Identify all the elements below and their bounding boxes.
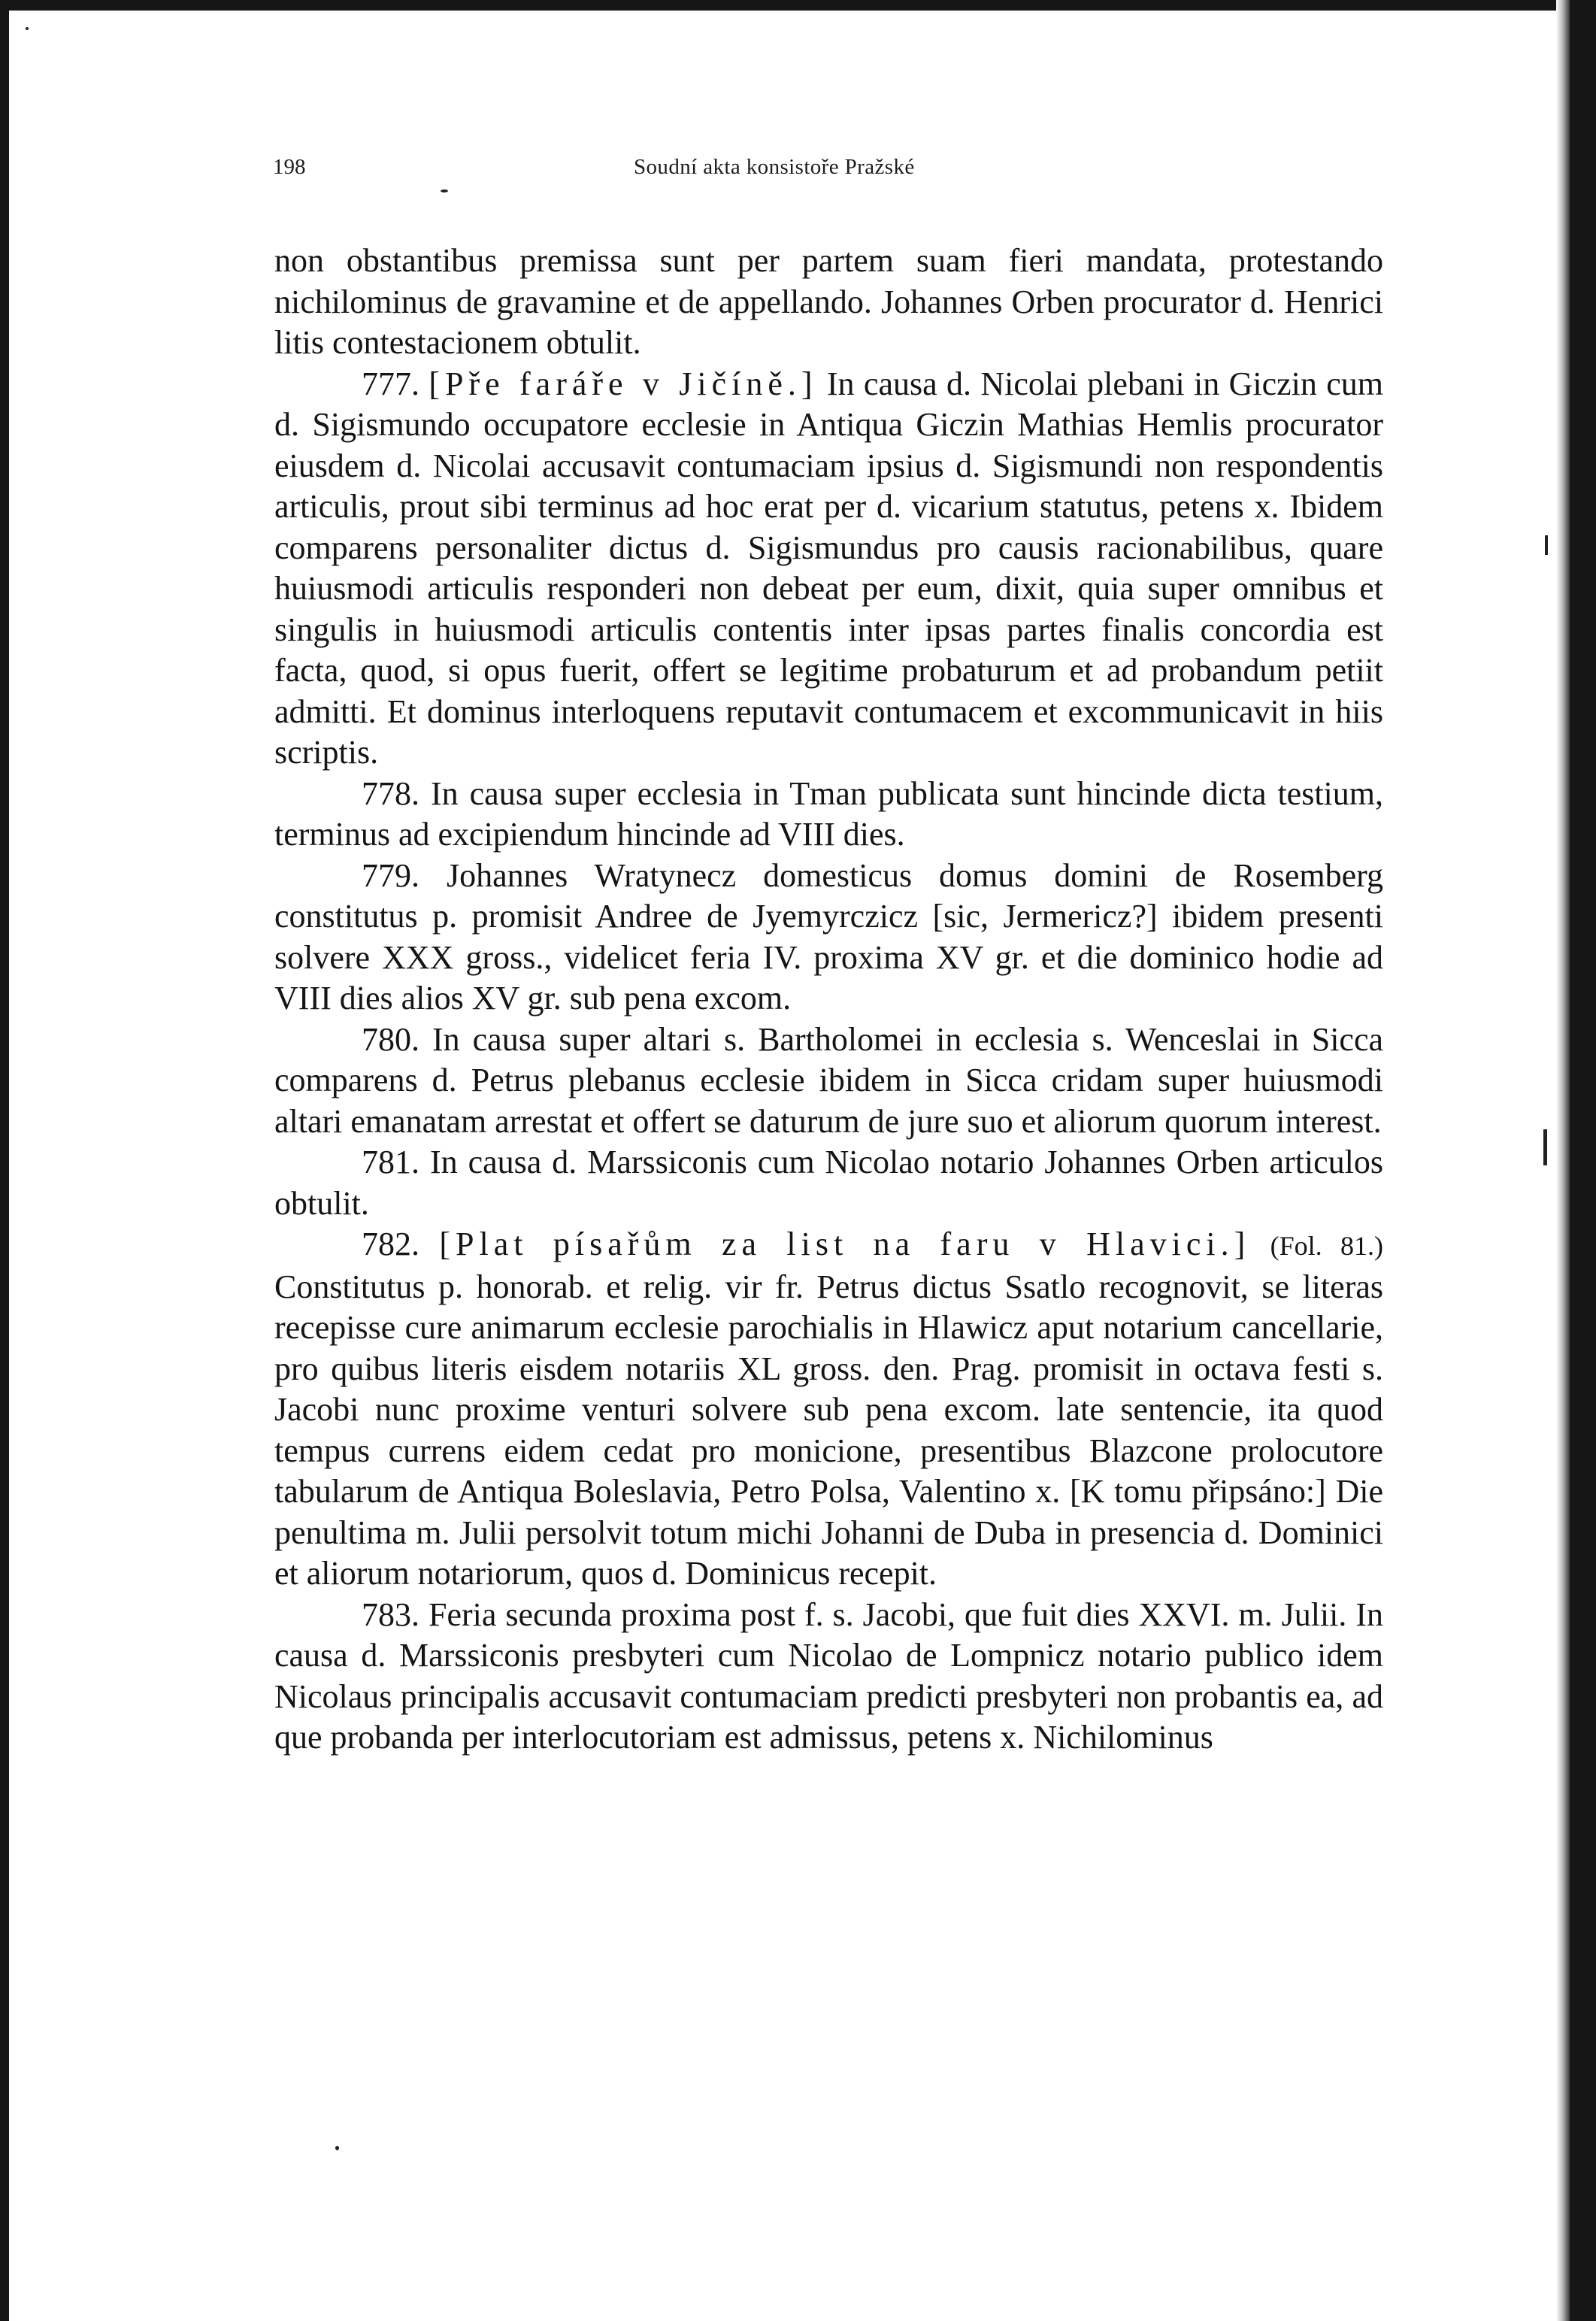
entry-heading: [Pře faráře v Jičíně.] (429, 365, 818, 402)
entry-777 (274, 364, 1383, 774)
folio-reference: (Fol. 81.) (1270, 1231, 1384, 1261)
entry-781 (274, 1142, 1383, 1224)
entry-780 (274, 1020, 1383, 1143)
entry-text: Johannes Wratynecz domesticus domus domini de Rosemberg constitutus p. promisit Andree de Jyemyrczicz [sic, Jermericz?] ibidem presenti solvere XXX gross., videlicet feria IV. proxima XV gr. et die dominico hodie ad VIII dies alios XV gr. sub pena excom. (274, 856, 1384, 1017)
scan-border-left (0, 0, 9, 2321)
entry-number: 779. (362, 856, 419, 894)
margin-mark (1543, 1129, 1547, 1165)
page-header (273, 155, 1386, 185)
entry-number: 782. (362, 1226, 419, 1262)
entry-number: 778. (362, 774, 419, 812)
entry-text: Feria secunda proxima post f. s. Jacobi, que fuit dies XXVI. m. Julii. In causa d. Marssiconis presbyteri cum Nicolao de Lompnicz notario publico idem Nicolaus principalis accusavit contumaciam predicti presbyteri non probantis ea, ad que probanda per interlocutoriam est admissus, petens x. Nichilominus (274, 1595, 1383, 1756)
entry-text: In causa super ecclesia in Tman publicata sunt hincinde dicta testium, terminus ad excipiendum hincinde ad VIII dies. (274, 774, 1384, 853)
margin-mark (1545, 535, 1548, 555)
continuation-paragraph: non obstantibus premissa sunt per partem suam fieri mandata, protestando nichilominus de gravamine et de appellando. Johannes Orben procurator d. Henrici litis contestacionem obtulit. (274, 242, 1383, 361)
scan-border-top (0, 0, 1596, 11)
entry-779 (274, 856, 1383, 1020)
scan-speck (441, 189, 448, 192)
document-body (274, 241, 1383, 1759)
scan-speck (335, 2146, 339, 2150)
entry-783 (274, 1595, 1383, 1759)
page-number: 198 (273, 155, 306, 179)
entry-782 (274, 1224, 1383, 1595)
entry-number: 783. (362, 1595, 419, 1633)
entry-778 (274, 774, 1383, 856)
entry-text: In causa super altari s. Bartholomei in ecclesia s. Wenceslai in Sicca comparens d. Petrus plebanus ecclesie ibidem in Sicca cridam super huiusmodi altari emanatam arrestat et offert se daturum de jure suo et aliorum quorum interest. (274, 1020, 1384, 1140)
entry-number: 777. (362, 365, 419, 402)
scan-border-right (1570, 0, 1596, 2321)
entry-number: 780. (362, 1020, 419, 1058)
scan-border-right-shadow (1556, 0, 1570, 2321)
running-title: Soudní akta konsistoře Pražské (634, 155, 915, 179)
entry-text: In causa d. Nicolai plebani in Giczin cum d. Sigismundo occupatore ecclesie in Antiqua Giczin Mathias Hemlis procurator eiusdem d. Nicolai accusavit contumaciam ipsius d. Sigismundi non respondentis articulis, prout sibi terminus ad hoc erat per d. vicarium statutus, petens x. Ibidem comparens personaliter dictus d. Sigismundus pro causis racionabilibus, quare huiusmodi articulis responderi non debeat per eum, dixit, quia super omnibus et singulis in huiusmodi articulis contentis inter ipsas partes finalis concordia est facta, quod, si opus fuerit, offert se legitime probaturum et ad probandum petiit admitti. Et dominus interloquens reputavit contumacem et excommunicavit in hiis scriptis. (274, 365, 1384, 771)
entry-number: 781. (362, 1144, 419, 1180)
scan-speck (26, 27, 29, 30)
entry-heading: [Plat písařům za list na faru v Hlavici.] (439, 1226, 1251, 1262)
entry-text: Constitutus p. honorab. et relig. vir fr. Petrus dictus Ssatlo recognovit, se literas recepisse cure animarum ecclesie parochialis in Hlawicz aput notarium cancellarie, pro quibus literis eisdem notariis XL gross. den. Prag. promisit in octava festi s. Jacobi nunc proxime venturi solvere sub pena excom. late sentencie, ita quod tempus currens eidem cedat pro monicione, presentibus Blazcone prolocutore tabularum de Antiqua Boleslavia, Petro Polsa, Valentino x. [K tomu připsáno:] Die penultima m. Julii persolvit totum michi Johanni de Duba in presencia d. Dominici et aliorum notariorum, quos d. Dominicus recepit. (274, 1268, 1383, 1592)
entry-text: In causa d. Marssiconis cum Nicolao notario Johannes Orben articulos obtulit. (274, 1144, 1384, 1222)
